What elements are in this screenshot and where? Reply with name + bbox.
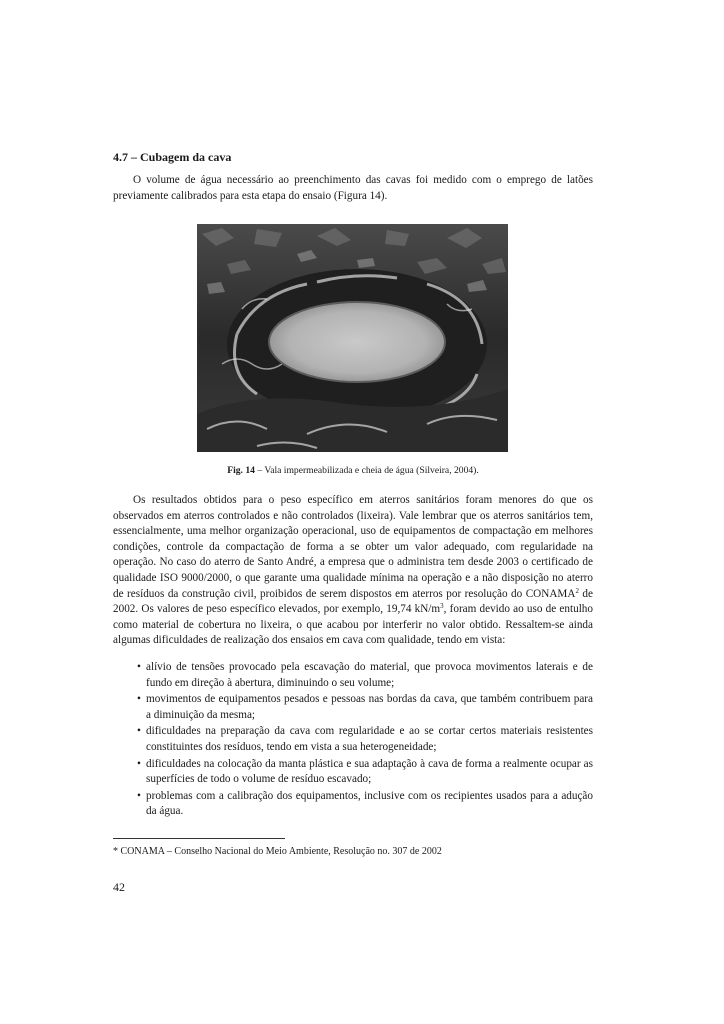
figure-label: Fig. 14: [227, 465, 255, 476]
body-text-part3: , foram devido ao uso de entulho como material de cobertura no lixeira, o que acabou por interferir no valor obtido. Ressaltem-se ainda algumas dificuldades de realização dos ensaios em cava com qualidade, tendo em vista:: [113, 603, 593, 647]
list-item-text: alívio de tensões provocado pela escavação do material, que provoca movimentos laterais e de fundo em direção à abertura, diminuindo o seu volume;: [146, 661, 593, 689]
list-item-text: movimentos de equipamentos pesados e pessoas nas bordas da cava, que também contribuem para a diminuição da mesma;: [146, 693, 593, 721]
list-item: [137, 724, 593, 755]
footnote: * CONAMA – Conselho Nacional do Meio Ambiente, Resolução no. 307 de 2002: [113, 846, 442, 857]
figure-photo: [197, 224, 508, 452]
unit-exponent: 3: [440, 602, 444, 611]
page-number: 42: [113, 880, 125, 894]
footnote-divider: [113, 838, 285, 839]
figure-caption-text: – Vala impermeabilizada e cheia de água (Silveira, 2004).: [254, 465, 479, 476]
intro-paragraph: O volume de água necessário ao preenchimento das cavas foi medido com o emprego de latões previamente calibrados para esta etapa do ensaio (Figura 14).: [113, 174, 593, 202]
list-item-text: problemas com a calibração dos equipamentos, inclusive com os recipientes usados para a adução da água.: [146, 789, 593, 818]
pit-photo-image: [197, 224, 508, 452]
body-text-part2: de 2002. Os valores de peso específico elevados, por exemplo, 19,74 kN/m: [113, 587, 593, 616]
list-item: [137, 660, 593, 691]
figure-caption: [113, 465, 593, 476]
section-heading: 4.7 – Cubagem da cava: [113, 150, 232, 164]
list-item-text: dificuldades na preparação da cava com regularidade e ao se cortar certos materiais resistentes constituintes dos resíduos, tendo em vista a sua heterogeneidade;: [146, 725, 593, 753]
bullet-icon: •: [137, 661, 141, 673]
difficulties-list: [137, 660, 593, 821]
list-item: [137, 789, 593, 820]
list-item: [137, 757, 593, 788]
footnote-ref: 2: [575, 586, 579, 595]
bullet-icon: •: [137, 789, 141, 802]
bullet-icon: •: [137, 693, 141, 706]
list-item-text: dificuldades na colocação da manta plástica e sua adaptação à cava de forma a realmente ocupar as superfícies de todo o volume de resíduo escavado;: [146, 757, 593, 786]
body-text-part1: Os resultados obtidos para o peso específico em aterros sanitários foram menores do que os observados em aterros controlados e não controlados (lixeira). Vale lembrar que os aterros sanitários tem, essencialmente, uma melhor organização operacional, uso de equipamentos de compactação em melhores condições, controle da compactação de forma a se obter um valor adequado, com regularidade na operação. No caso do aterro de Santo André, a empresa que o administra tem desde 2003 o certificado de qualidade ISO 9000/2000, o que garante uma qualidade mínima na operação e a não disposição no aterro de resíduos da construção civil, proibidos de serem dispostos em aterros por resolução do CONAMA: [113, 494, 593, 600]
bullet-icon: •: [137, 757, 141, 770]
list-item: [137, 692, 593, 723]
bullet-icon: •: [137, 725, 141, 738]
body-paragraph: [113, 493, 593, 649]
